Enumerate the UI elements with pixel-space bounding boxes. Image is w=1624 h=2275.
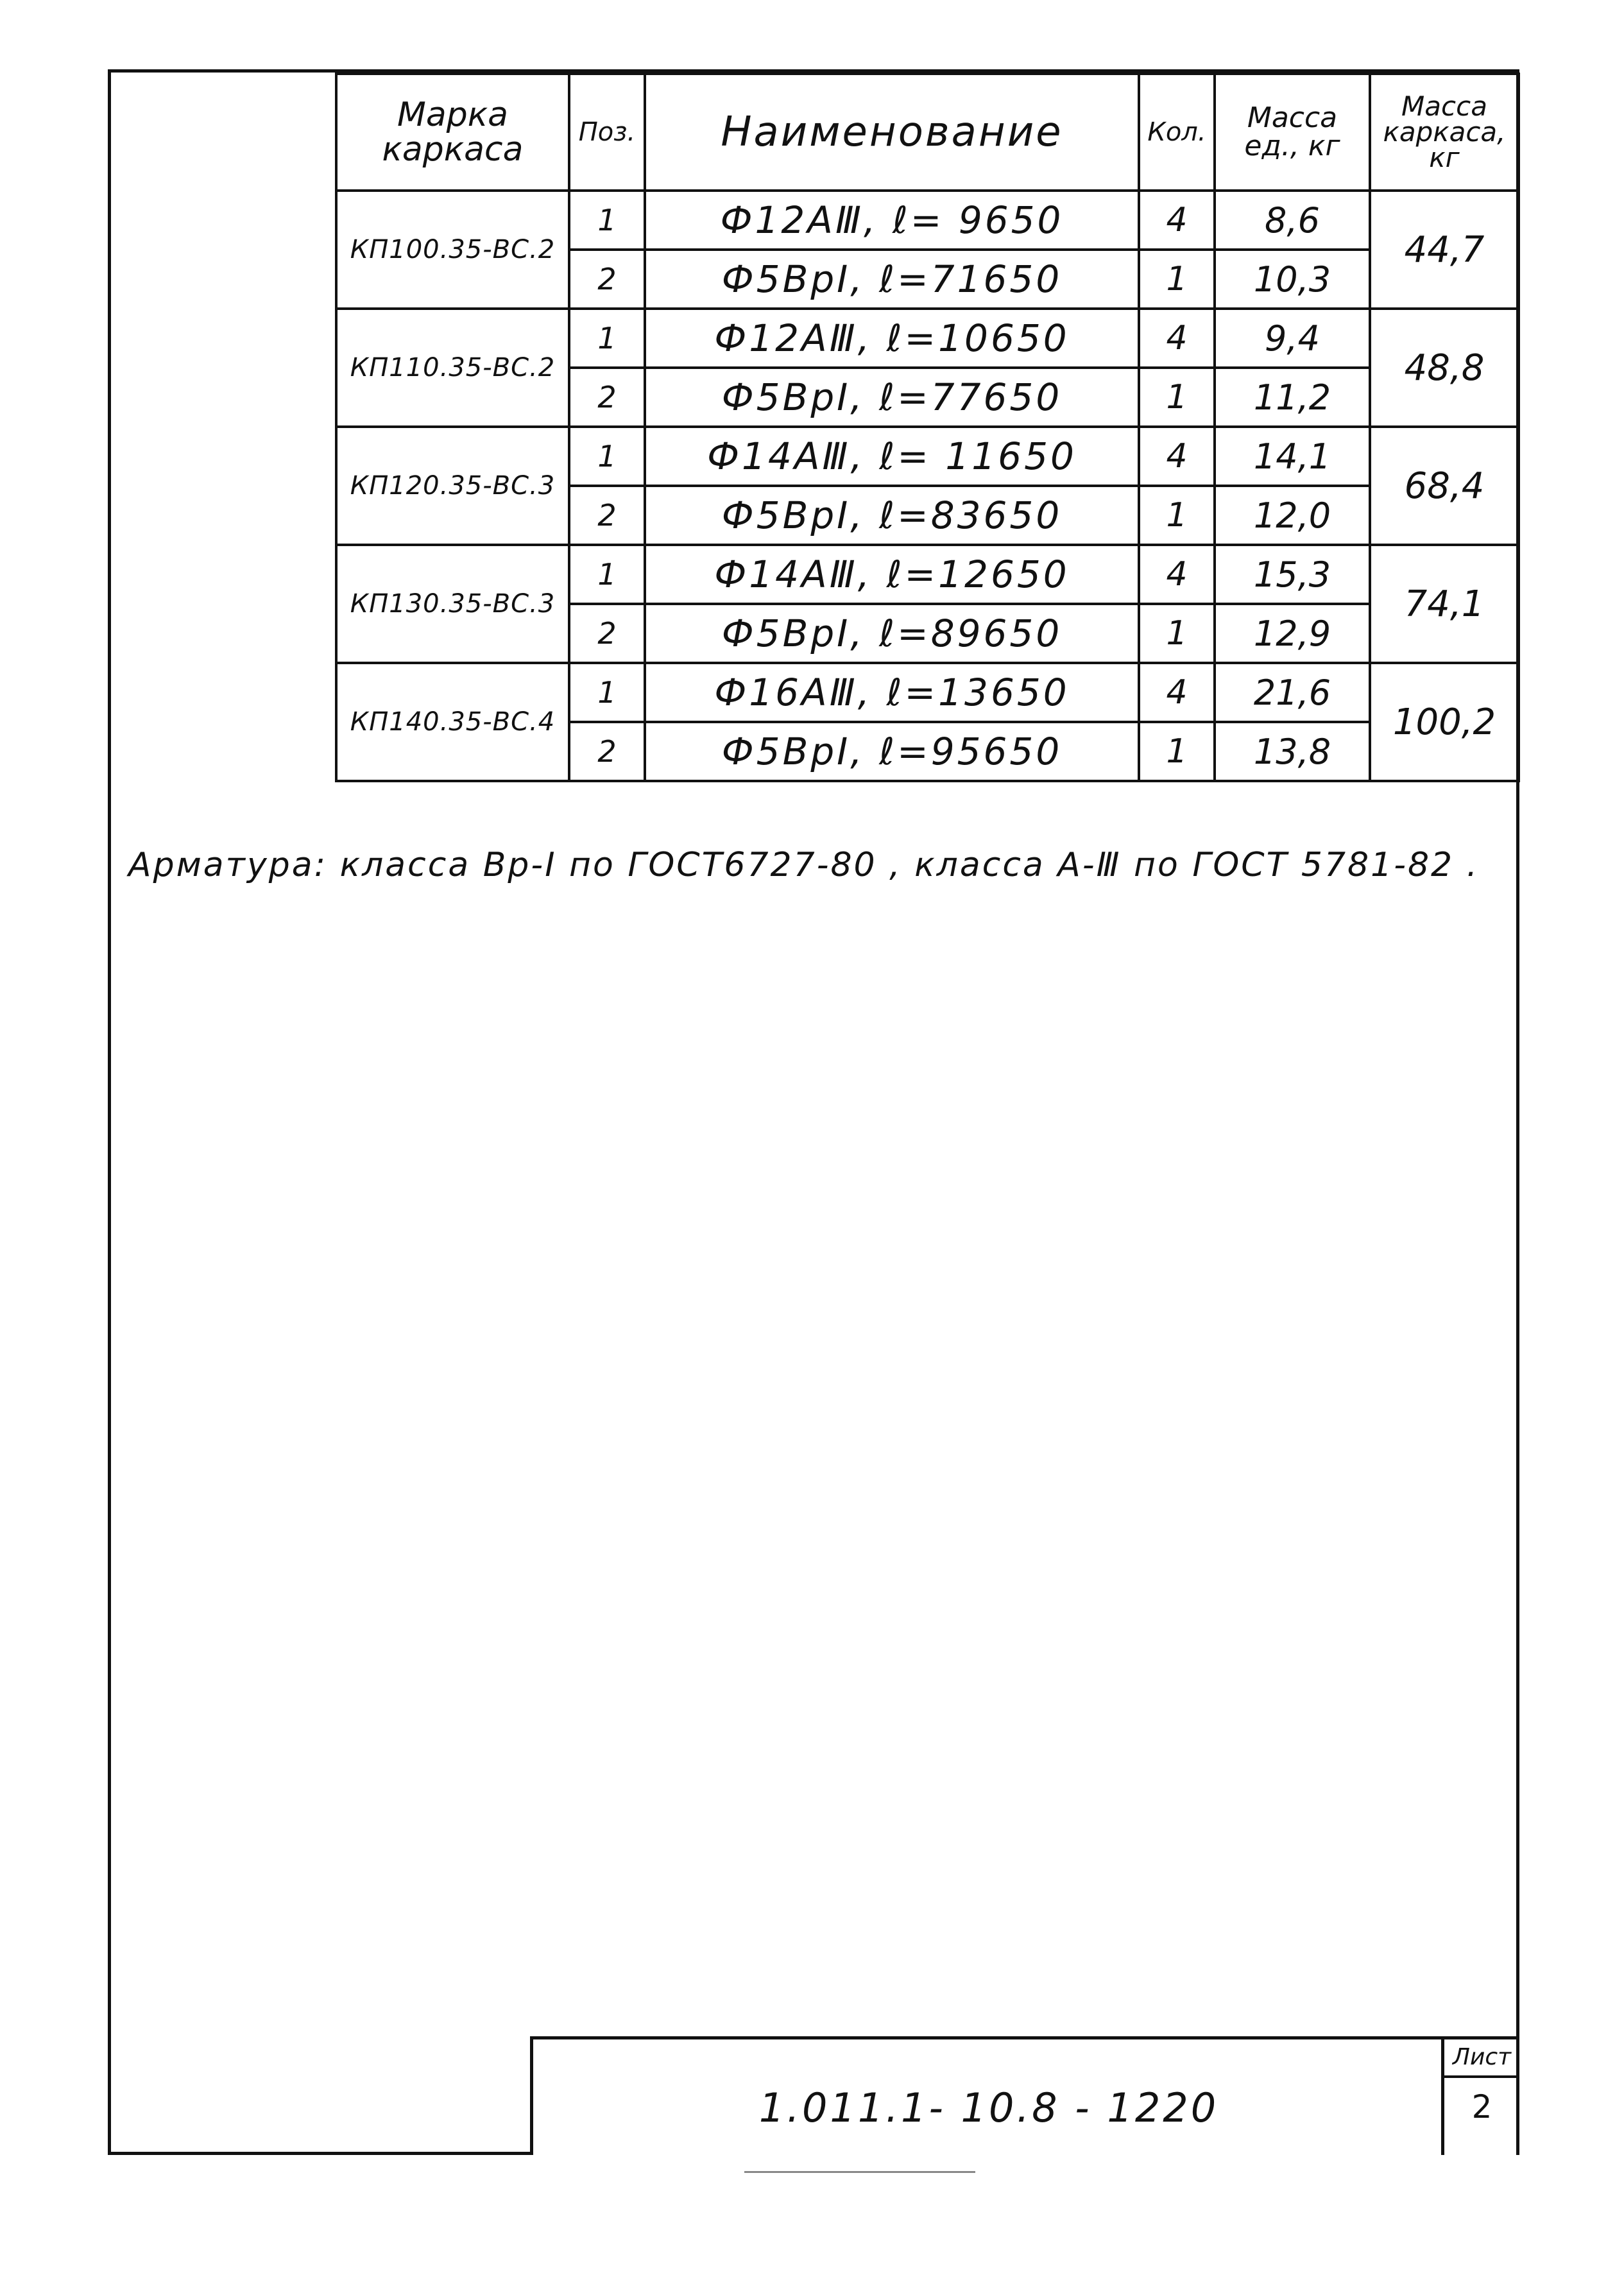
frame-mass-cell: 68,4 <box>1370 427 1519 545</box>
table-row <box>336 545 1519 604</box>
header-mark: Марка каркаса <box>336 74 569 191</box>
header-unit-mass: Масса ед., кг <box>1215 74 1370 191</box>
name-cell: Ф14АⅢ, ℓ= 11650 <box>645 427 1139 486</box>
position-cell: 1 <box>569 545 645 604</box>
drawing-frame-bottom-line <box>108 2152 531 2155</box>
position-cell: 2 <box>569 250 645 309</box>
header-quantity: Кол. <box>1139 74 1215 191</box>
unit-mass-cell: 14,1 <box>1215 427 1370 486</box>
unit-mass-cell: 15,3 <box>1215 545 1370 604</box>
frame-mark-cell: КП130.35-ВС.3 <box>336 545 569 663</box>
name-cell: Ф12АⅢ, ℓ= 9650 <box>645 191 1139 250</box>
position-cell: 2 <box>569 486 645 545</box>
table-row <box>336 309 1519 368</box>
frame-mark-cell: КП140.35-ВС.4 <box>336 663 569 781</box>
unit-mass-cell: 21,6 <box>1215 663 1370 722</box>
position-cell: 1 <box>569 427 645 486</box>
header-position: Поз. <box>569 74 645 191</box>
frame-mass-cell: 74,1 <box>1370 545 1519 663</box>
table-row <box>336 191 1519 250</box>
frame-mass-cell: 44,7 <box>1370 191 1519 309</box>
quantity-cell: 1 <box>1139 604 1215 663</box>
frame-mark-cell: КП100.35-ВС.2 <box>336 191 569 309</box>
sheet-label: Лист <box>1444 2039 1519 2078</box>
quantity-cell: 4 <box>1139 427 1215 486</box>
quantity-cell: 1 <box>1139 486 1215 545</box>
quantity-cell: 1 <box>1139 368 1215 427</box>
unit-mass-cell: 9,4 <box>1215 309 1370 368</box>
frame-mass-cell: 48,8 <box>1370 309 1519 427</box>
position-cell: 2 <box>569 604 645 663</box>
name-cell: Ф5ВрⅠ, ℓ=77650 <box>645 368 1139 427</box>
position-cell: 1 <box>569 663 645 722</box>
header-frame-mass: Масса каркаса, кг <box>1370 74 1519 191</box>
quantity-cell: 1 <box>1139 722 1215 781</box>
name-cell: Ф16АⅢ, ℓ=13650 <box>645 663 1139 722</box>
quantity-cell: 4 <box>1139 191 1215 250</box>
frame-mark-cell: КП110.35-ВС.2 <box>336 309 569 427</box>
sheet-number: 2 <box>1471 2088 1492 2125</box>
name-cell: Ф5ВрⅠ, ℓ=71650 <box>645 250 1139 309</box>
unit-mass-cell: 12,9 <box>1215 604 1370 663</box>
table-row <box>336 427 1519 486</box>
name-cell: Ф5ВрⅠ, ℓ=83650 <box>645 486 1139 545</box>
sheet-box <box>1441 2039 1519 2155</box>
frame-mass-cell: 100,2 <box>1370 663 1519 781</box>
reinforcement-note: Арматура: класса Вр-Ⅰ по ГОСТ6727-80 , класса А-Ⅲ по ГОСТ 5781-82 . <box>128 846 1480 884</box>
unit-mass-cell: 10,3 <box>1215 250 1370 309</box>
position-cell: 1 <box>569 309 645 368</box>
quantity-cell: 4 <box>1139 663 1215 722</box>
header-name: Наименование <box>645 74 1139 191</box>
name-cell: Ф12АⅢ, ℓ=10650 <box>645 309 1139 368</box>
table-header-row <box>336 74 1519 191</box>
unit-mass-cell: 12,0 <box>1215 486 1370 545</box>
unit-mass-cell: 13,8 <box>1215 722 1370 781</box>
scan-artifact-line <box>744 2171 975 2173</box>
name-cell: Ф14АⅢ, ℓ=12650 <box>645 545 1139 604</box>
name-cell: Ф5ВрⅠ, ℓ=95650 <box>645 722 1139 781</box>
document-code: 1.011.1- 10.8 - 1220 <box>758 2084 1219 2131</box>
unit-mass-cell: 8,6 <box>1215 191 1370 250</box>
quantity-cell: 4 <box>1139 309 1215 368</box>
position-cell: 2 <box>569 368 645 427</box>
quantity-cell: 1 <box>1139 250 1215 309</box>
quantity-cell: 4 <box>1139 545 1215 604</box>
table-row <box>336 663 1519 722</box>
position-cell: 1 <box>569 191 645 250</box>
title-block <box>530 2036 1519 2155</box>
position-cell: 2 <box>569 722 645 781</box>
frame-mark-cell: КП120.35-ВС.3 <box>336 427 569 545</box>
unit-mass-cell: 11,2 <box>1215 368 1370 427</box>
name-cell: Ф5ВрⅠ, ℓ=89650 <box>645 604 1139 663</box>
specification-table <box>335 73 1520 782</box>
